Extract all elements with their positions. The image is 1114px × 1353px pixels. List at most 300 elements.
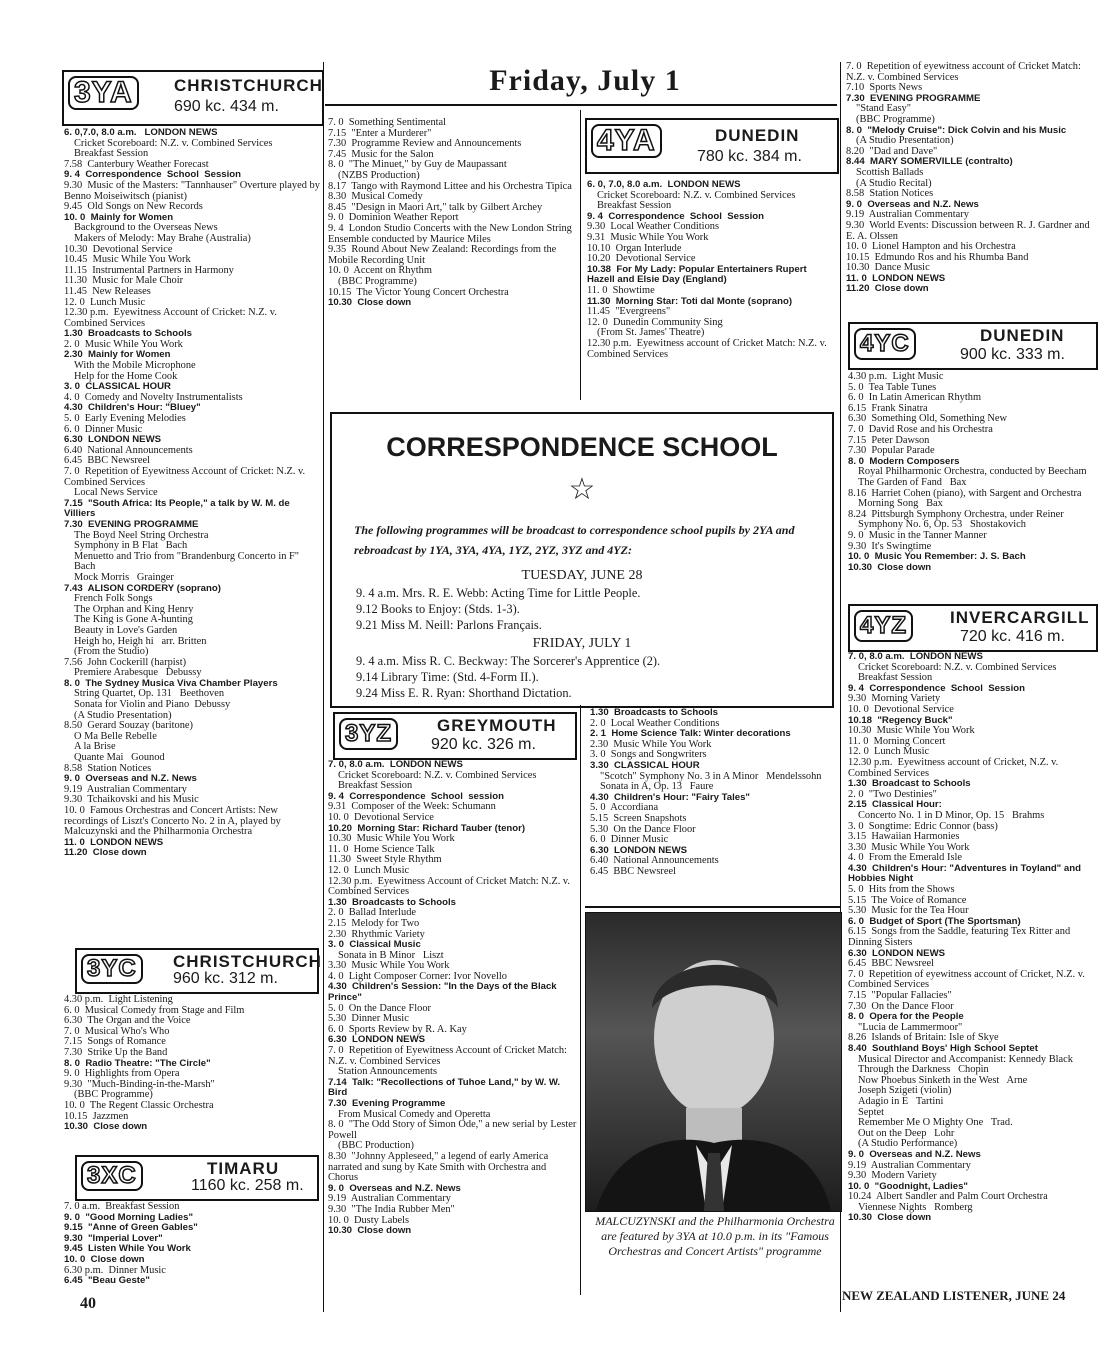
station-frequency: 690 kc. 434 m. bbox=[174, 98, 279, 115]
schedule-entry: (BBC Programme) bbox=[338, 275, 417, 287]
schedule-entry: Premiere Arabesque Debussy bbox=[74, 667, 202, 679]
schedule-entry: Mock Morris Grainger bbox=[74, 571, 174, 583]
schedule-entry: 7.30 Popular Parade bbox=[848, 445, 935, 457]
schedule-entry: 11.30 Music for Male Choir bbox=[64, 275, 184, 287]
station-city: DUNEDIN bbox=[980, 326, 1065, 345]
station-city: TIMARU bbox=[207, 1159, 280, 1178]
schedule-entry: 9.30 It's Swingtime bbox=[848, 540, 932, 552]
schedule-entry: 3.30 Music While You Work bbox=[328, 960, 450, 972]
station-callsign: 3YA bbox=[68, 76, 139, 110]
schedule-entry: 5.30 Dinner Music bbox=[328, 1013, 409, 1025]
schedule-entry: 10.30 Music While You Work bbox=[328, 833, 455, 845]
schedule-entry: 4.30 Children's Session: "In the Days of the Black Prince" bbox=[328, 981, 560, 1004]
schedule-entry: 4.30 Children's Hour: "Bluey" bbox=[64, 402, 201, 414]
schedule-entry: 10. 0 Famous Orchestras and Concert Artists: New recordings of Liszt's Concerto No. 2 in A, played by Malcuzynski and the Philharmonia Orchestra bbox=[64, 805, 284, 838]
schedule-entry: (From the Studio) bbox=[74, 646, 149, 658]
schedule-entry: 5. 0 On the Dance Floor bbox=[328, 1002, 432, 1014]
schedule-entry: 7.58 Canterbury Weather Forecast bbox=[64, 158, 209, 170]
schedule-entry: 6.30 LONDON NEWS bbox=[590, 844, 688, 856]
schedule-entry: The Orphan and King Henry bbox=[74, 603, 194, 615]
station-frequency: 900 kc. 333 m. bbox=[960, 346, 1065, 363]
schedule-entry: 10. 0 Close down bbox=[64, 1253, 145, 1265]
schedule-entry: 10.30 Music While You Work bbox=[848, 725, 975, 737]
schedule-entry: 10. 0 Dusty Labels bbox=[328, 1214, 410, 1226]
schedule-entry: 9.30 "Much-Binding-in-the-Marsh" bbox=[64, 1078, 215, 1090]
schedule-entry: 8.30 Musical Comedy bbox=[328, 191, 423, 203]
schedule-entry: Morning Song Bax bbox=[858, 498, 943, 510]
schedule-entry: 1.30 Broadcasts to Schools bbox=[328, 896, 456, 908]
schedule-entry: 3. 0 Classical Music bbox=[328, 939, 421, 951]
schedule-entry: 7.10 Sports News bbox=[846, 82, 923, 94]
schedule-entry: 2. 0 Local Weather Conditions bbox=[590, 717, 720, 729]
schedule-entry: 8. 0 Radio Theatre: "The Circle" bbox=[64, 1057, 211, 1069]
schedule-entry: 9. 0 Music in the Tanner Manner bbox=[848, 529, 987, 541]
correspondence-school-box bbox=[330, 412, 834, 708]
schedule-entry: 8.16 Harriet Cohen (piano), with Sargent and Orchestra bbox=[848, 487, 1082, 499]
station-callsign: 4YC bbox=[854, 328, 916, 360]
schedule-3yz bbox=[328, 760, 578, 1237]
schedule-entry: 8. 0 "The Minuet," by Guy de Maupassant bbox=[328, 159, 507, 171]
schedule-entry: 6.45 "Beau Geste" bbox=[64, 1275, 150, 1287]
schedule-entry: 10. 0 Mainly for Women bbox=[64, 211, 174, 223]
schedule-entry: Septet bbox=[858, 1106, 884, 1118]
station-callsign: 4YZ bbox=[854, 610, 913, 642]
schedule-entry: 10.20 Morning Star: Richard Tauber (tenor) bbox=[328, 822, 526, 834]
schedule-entry: 10.20 Devotional Service bbox=[587, 253, 696, 265]
schedule-entry: 10.15 The Victor Young Concert Orchestra bbox=[328, 286, 509, 298]
schedule-entry: 6.30 LONDON NEWS bbox=[848, 947, 946, 959]
schedule-entry: 4. 0 Light Composer Corner: Ivor Novello bbox=[328, 970, 507, 982]
schedule-entry: 8.26 Islands of Britain: Isle of Skye bbox=[848, 1032, 999, 1044]
schedule-entry: 10. 0 Lionel Hampton and his Orchestra bbox=[846, 241, 1016, 253]
schedule-entry: 2. 0 Ballad Interlude bbox=[328, 907, 417, 919]
schedule-entry: 2. 1 Home Science Talk: Winter decorations bbox=[590, 728, 791, 740]
schedule-entry: 11.20 Close down bbox=[846, 283, 929, 295]
schedule-entry: The Boyd Neel String Orchestra bbox=[74, 529, 209, 541]
schedule-3yz-afternoon bbox=[590, 708, 838, 878]
schedule-entry: 12.30 p.m. Eyewitness Account of Cricket: N.Z. v. Combined Services bbox=[64, 307, 280, 329]
schedule-entry: Breakfast Session bbox=[74, 148, 149, 160]
station-frequency: 780 kc. 384 m. bbox=[697, 148, 802, 165]
schedule-entry: 10.30 Dance Music bbox=[846, 262, 930, 274]
schedule-entry: 9.30 Morning Variety bbox=[848, 693, 941, 705]
schedule-entry: Heigh ho, Heigh hi arr. Britten bbox=[74, 635, 207, 647]
schedule-entry: Breakfast Session bbox=[597, 200, 672, 212]
schedule-entry: String Quartet, Op. 131 Beethoven bbox=[74, 688, 225, 700]
schedule-entry: 9. 4 Correspondence School Session bbox=[848, 682, 1026, 694]
correspondence-day: TUESDAY, JUNE 28 bbox=[521, 568, 643, 583]
schedule-entry: 8. 0 "The Odd Story of Simon Ode," a new serial by Lester Powell bbox=[328, 1119, 579, 1141]
schedule-entry: Musical Director and Accompanist: Kennedy Black bbox=[858, 1053, 1073, 1065]
schedule-entry: 9.35 Round About New Zealand: Recordings from the Mobile Recording Unit bbox=[328, 244, 559, 266]
schedule-entry: 3.15 Hawaiian Harmonies bbox=[848, 831, 960, 843]
schedule-entry: 9.31 Composer of the Week: Schumann bbox=[328, 801, 496, 813]
schedule-4yc bbox=[848, 372, 1096, 573]
schedule-entry: 6.45 BBC Newsreel bbox=[64, 455, 151, 467]
schedule-entry: Adagio in E Tartini bbox=[858, 1095, 944, 1107]
page-footer: NEW ZEALAND LISTENER, JUNE 24 bbox=[842, 1288, 1066, 1303]
schedule-entry: The King is Gone A-hunting bbox=[74, 614, 193, 626]
schedule-entry: 9. 0 "Good Morning Ladies" bbox=[64, 1211, 194, 1223]
schedule-entry: 7.30 On the Dance Floor bbox=[848, 1000, 954, 1012]
schedule-entry: 6. 0 In Latin American Rhythm bbox=[848, 392, 982, 404]
schedule-entry: 10.15 Edmundo Ros and his Rhumba Band bbox=[846, 251, 1029, 263]
photo-rule bbox=[585, 906, 840, 908]
schedule-entry: 8. 0 Opera for the People bbox=[848, 1011, 964, 1023]
schedule-entry: 9.19 Australian Commentary bbox=[846, 209, 969, 221]
schedule-entry: 8.24 Pittsburgh Symphony Orchestra, under Reiner bbox=[848, 508, 1064, 520]
schedule-entry: 10.38 For My Lady: Popular Entertainers Rupert Hazell and Elsie Day (England) bbox=[587, 263, 810, 286]
schedule-entry: 7. 0 David Rose and his Orchestra bbox=[848, 423, 993, 435]
schedule-entry: 6.30 LONDON NEWS bbox=[64, 434, 162, 446]
schedule-entry: 5.30 Music for the Tea Hour bbox=[848, 905, 969, 917]
schedule-entry: 8. 0 Modern Composers bbox=[848, 455, 960, 467]
schedule-entry: "Lucia de Lammermoor" bbox=[858, 1021, 963, 1033]
schedule-entry: 8. 0 The Sydney Musica Viva Chamber Players bbox=[64, 677, 278, 689]
station-callsign: 3YC bbox=[81, 954, 143, 984]
schedule-entry: 3.30 CLASSICAL HOUR bbox=[590, 759, 700, 771]
correspondence-item: 9. 4 a.m. Mrs. R. E. Webb: Acting Time for Little People. bbox=[356, 586, 641, 600]
schedule-entry: The Garden of Fand Bax bbox=[858, 476, 967, 488]
schedule-entry: 11.45 New Releases bbox=[64, 285, 151, 297]
station-city: INVERCARGILL bbox=[950, 608, 1090, 627]
schedule-entry: Sonata for Violin and Piano Debussy bbox=[74, 699, 231, 711]
schedule-entry: 7.30 EVENING PROGRAMME bbox=[64, 518, 199, 530]
schedule-entry: 10.30 Close down bbox=[848, 561, 932, 573]
schedule-entry: 6.15 Songs from the Saddle, featuring Tex Ritter and Dinning Sisters bbox=[848, 926, 1073, 949]
schedule-entry: 5. 0 Tea Table Tunes bbox=[848, 381, 937, 393]
schedule-entry: 2.30 Mainly for Women bbox=[64, 349, 171, 361]
schedule-entry: Viennese Nights Romberg bbox=[858, 1201, 973, 1213]
schedule-entry: 8.17 Tango with Raymond Littee and his Orchestra Tipica bbox=[328, 180, 572, 192]
schedule-entry: 10.30 Close down bbox=[848, 1212, 932, 1224]
schedule-entry: 11. 0 LONDON NEWS bbox=[64, 836, 164, 848]
correspondence-item: 9.12 Books to Enjoy: (Stds. 1-3). bbox=[356, 602, 520, 616]
schedule-entry: 7. 0 Repetition of eyewitness account of Cricket, N.Z. v. Combined Services bbox=[848, 968, 1088, 991]
schedule-entry: 9. 4 Correspondence School Session bbox=[64, 169, 242, 181]
schedule-entry: 10.18 "Regency Buck" bbox=[848, 714, 953, 726]
schedule-entry: 6. 0 Dinner Music bbox=[64, 423, 143, 435]
schedule-entry: Quante Mai Gounod bbox=[74, 752, 165, 764]
schedule-entry: 11.30 Sweet Style Rhythm bbox=[328, 854, 442, 866]
schedule-entry: 3. 0 Songtime: Edric Connor (bass) bbox=[848, 820, 998, 832]
schedule-entry: 7.30 EVENING PROGRAMME bbox=[846, 92, 981, 104]
correspondence-intro: The following programmes will be broadcast to correspondence school pupils by 2YA and rebroadcast by 1YA, 3YA, 4YA, 1YZ, 2YZ, 3YZ and 4YZ: bbox=[354, 523, 795, 557]
correspondence-day: FRIDAY, JULY 1 bbox=[532, 636, 632, 651]
schedule-entry: Breakfast Session bbox=[338, 780, 413, 792]
schedule-entry: Cricket Scoreboard: N.Z. v. Combined Services bbox=[858, 661, 1057, 673]
correspondence-item: 9.14 Library Time: (Std. 4-Form II.). bbox=[356, 670, 539, 684]
schedule-entry: 7.14 Talk: "Recollections of Tuhoe Land," by W. W. Bird bbox=[328, 1076, 563, 1099]
schedule-entry: Royal Philharmonic Orchestra, conducted by Beecham bbox=[858, 466, 1087, 478]
station-frequency: 920 kc. 326 m. bbox=[431, 736, 536, 753]
schedule-entry: 7. 0, 8.0 a.m. LONDON NEWS bbox=[328, 759, 463, 770]
schedule-entry: 8.20 "Dad and Dave" bbox=[846, 145, 938, 157]
station-city: CHRISTCHURCH bbox=[174, 76, 323, 95]
schedule-entry: 9.30 "The India Rubber Men" bbox=[328, 1203, 455, 1215]
schedule-entry: With the Mobile Microphone bbox=[74, 360, 196, 372]
schedule-entry: 2.15 Melody for Two bbox=[328, 917, 420, 929]
schedule-entry: 6. 0 Sports Review by R. A. Kay bbox=[328, 1023, 467, 1035]
page-number: 40 bbox=[80, 1295, 96, 1312]
schedule-entry: 10.30 Close down bbox=[328, 1225, 412, 1237]
schedule-entry: (NZBS Production) bbox=[338, 169, 420, 181]
schedule-entry: 10.30 Close down bbox=[64, 1121, 148, 1133]
schedule-entry: 6.15 Frank Sinatra bbox=[848, 402, 928, 414]
schedule-entry: 11. 0 Showtime bbox=[587, 284, 655, 296]
schedule-entry: Background to the Overseas News bbox=[74, 222, 218, 234]
schedule-entry: 7. 0 Repetition of eyewitness account of Cricket Match: N.Z. v. Combined Services bbox=[846, 61, 1084, 83]
schedule-entry: (A Studio Presentation) bbox=[856, 135, 954, 147]
schedule-entry: 6.40 National Announcements bbox=[64, 444, 193, 456]
schedule-entry: 11.45 "Evergreens" bbox=[587, 306, 671, 318]
schedule-entry: From Musical Comedy and Operetta bbox=[338, 1108, 491, 1120]
schedule-entry: 8.44 MARY SOMERVILLE (contralto) bbox=[846, 156, 1013, 168]
schedule-entry: 8.30 "Johnny Appleseed," a legend of early America narrated and sung by Kate Smith with Orchestra and Chorus bbox=[328, 1150, 551, 1184]
schedule-entry: (BBC Production) bbox=[338, 1140, 414, 1152]
schedule-entry: Makers of Melody: May Brahe (Australia) bbox=[74, 232, 251, 244]
schedule-3ya bbox=[64, 127, 323, 859]
schedule-4ya-evening bbox=[846, 62, 1096, 295]
schedule-entry: Beauty in Love's Garden bbox=[74, 624, 178, 636]
schedule-entry: (A Studio Performance) bbox=[858, 1138, 958, 1150]
station-frequency: 720 kc. 416 m. bbox=[960, 628, 1065, 645]
schedule-entry: 5. 0 Hits from the Shows bbox=[848, 884, 955, 896]
schedule-entry: Sonata in B Minor Liszt bbox=[338, 949, 444, 961]
schedule-entry: 6. 0, 7.0, 8.0 a.m. LONDON NEWS bbox=[587, 179, 741, 190]
station-city: GREYMOUTH bbox=[437, 716, 557, 735]
schedule-entry: 3. 0 Songs and Songwriters bbox=[590, 749, 707, 761]
station-callsign: 3XC bbox=[81, 1161, 143, 1191]
schedule-entry: 1.30 Broadcasts to Schools bbox=[590, 707, 718, 718]
column-divider bbox=[580, 110, 581, 400]
schedule-entry: Concerto No. 1 in D Minor, Op. 15 Brahms bbox=[858, 809, 1045, 821]
schedule-entry: 8. 0 "Melody Cruise": Dick Colvin and his Music bbox=[846, 124, 1067, 136]
schedule-entry: 7.56 John Cockerill (harpist) bbox=[64, 656, 187, 668]
schedule-entry: Symphony No. 6, Op. 53 Shostakovich bbox=[858, 519, 1026, 531]
schedule-entry: 6.45 BBC Newsreel bbox=[848, 958, 935, 970]
schedule-entry: 10.45 Music While You Work bbox=[64, 254, 191, 266]
schedule-entry: 9. 4 London Studio Concerts with the New London String Ensemble conducted by Maurice Miles bbox=[328, 222, 575, 245]
station-header-4ya bbox=[585, 118, 839, 174]
station-city: DUNEDIN bbox=[715, 126, 800, 145]
schedule-entry: 12.30 p.m. Eyewitness Account of Cricket Match: N.Z. v. Combined Services bbox=[328, 875, 573, 898]
schedule-entry: Cricket Scoreboard: N.Z. v. Combined Services bbox=[338, 769, 537, 781]
station-header-3xc bbox=[75, 1155, 319, 1201]
station-frequency: 960 kc. 312 m. bbox=[173, 970, 278, 987]
schedule-entry: 7.15 Songs of Romance bbox=[64, 1036, 166, 1048]
schedule-entry: 9.45 Old Songs on New Records bbox=[64, 201, 203, 213]
schedule-entry: 9. 0 Highlights from Opera bbox=[64, 1068, 180, 1080]
schedule-entry: Remember Me O Mighty One Trad. bbox=[858, 1117, 1013, 1129]
schedule-entry: 4. 0 From the Emerald Isle bbox=[848, 852, 962, 864]
schedule-entry: 7. 0 Something Sentimental bbox=[328, 117, 447, 128]
station-city: CHRISTCHURCH bbox=[173, 952, 322, 971]
station-header-3yz bbox=[333, 712, 577, 760]
schedule-entry: 5.30 On the Dance Floor bbox=[590, 823, 696, 835]
schedule-entry: 10.24 Albert Sandler and Palm Court Orchestra bbox=[848, 1191, 1048, 1203]
correspondence-item: 9. 4 a.m. Miss R. C. Beckway: The Sorcerer's Apprentice (2). bbox=[356, 654, 661, 668]
star-icon: ☆ bbox=[568, 473, 596, 506]
schedule-entry: 2. 0 "Two Destinies" bbox=[848, 788, 937, 800]
schedule-entry: 12.30 p.m. Eyewitness account of Cricket Match: N.Z. v. Combined Services bbox=[587, 337, 830, 360]
schedule-entry: 7.45 Music for the Salon bbox=[328, 148, 434, 160]
schedule-entry: 7.15 Peter Dawson bbox=[848, 434, 930, 446]
schedule-entry: 9. 0 Overseas and N.Z. News bbox=[848, 1148, 981, 1160]
schedule-entry: 7. 0 Repetition of Eyewitness Account of Cricket: N.Z. v. Combined Services bbox=[64, 466, 308, 488]
station-header-4yz bbox=[848, 604, 1098, 652]
schedule-entry: 9.30 "Imperial Lover" bbox=[64, 1232, 163, 1244]
schedule-entry: 9.30 Music of the Masters: "Tannhauser" Overture played by Benno Moiseiwitsch (pianist) bbox=[64, 179, 323, 202]
schedule-entry: 6.30 The Organ and the Voice bbox=[64, 1015, 191, 1027]
schedule-entry: 12. 0 Dunedin Community Sing bbox=[587, 316, 723, 328]
schedule-entry: (BBC Programme) bbox=[856, 113, 935, 125]
schedule-entry: 7.30 Evening Programme bbox=[328, 1098, 446, 1109]
schedule-entry: Symphony in B Flat Bach bbox=[74, 540, 188, 552]
schedule-entry: 6. 0 Dinner Music bbox=[590, 834, 669, 846]
schedule-entry: 10. 0 "Goodnight, Ladies" bbox=[848, 1180, 968, 1192]
schedule-entry: 5. 0 Accordiana bbox=[590, 802, 659, 814]
schedule-entry: 10. 0 Devotional Service bbox=[328, 811, 434, 823]
schedule-3yc bbox=[64, 995, 320, 1133]
schedule-entry: 4. 0 Comedy and Novelty Instrumentalists bbox=[64, 391, 243, 403]
schedule-entry: 7.43 ALISON CORDERY (soprano) bbox=[64, 582, 221, 594]
schedule-entry: (A Studio Presentation) bbox=[74, 709, 172, 721]
schedule-entry: 12. 0 Lunch Music bbox=[328, 864, 410, 876]
schedule-entry: 6. 0 Budget of Sport (The Sportsman) bbox=[848, 915, 1021, 927]
schedule-entry: 8.58 Station Notices bbox=[64, 762, 152, 774]
station-callsign: 3YZ bbox=[339, 718, 398, 750]
schedule-entry: Through the Darkness Chopin bbox=[858, 1064, 989, 1076]
schedule-entry: 10. 0 Music You Remember: J. S. Bach bbox=[848, 551, 1026, 563]
schedule-entry: 10. 0 The Regent Classic Orchestra bbox=[64, 1099, 214, 1111]
schedule-entry: Cricket Scoreboard: N.Z. v. Combined Services bbox=[74, 137, 273, 149]
schedule-entry: 9.30 World Events: Discussion between R. J. Gardner and E. A. Olssen bbox=[846, 219, 1093, 242]
schedule-entry: 2.15 Classical Hour: bbox=[848, 799, 942, 811]
schedule-entry: 1.30 Broadcasts to Schools bbox=[64, 328, 192, 340]
schedule-entry: 9. 0 Overseas and N.Z. News bbox=[64, 773, 197, 785]
page-title: Friday, July 1 bbox=[489, 64, 681, 97]
schedule-3xc bbox=[64, 1202, 320, 1287]
schedule-entry: 10.15 Jazzmen bbox=[64, 1110, 129, 1122]
schedule-entry: 5.15 Screen Snapshots bbox=[590, 812, 687, 824]
schedule-entry: 2.30 Rhythmic Variety bbox=[328, 928, 425, 940]
schedule-entry: 5. 0 Early Evening Melodies bbox=[64, 413, 186, 425]
schedule-entry: 7.30 Strike Up the Band bbox=[64, 1046, 168, 1058]
correspondence-heading: CORRESPONDENCE SCHOOL bbox=[386, 432, 778, 462]
schedule-entry: 6.30 p.m. Dinner Music bbox=[64, 1264, 166, 1276]
photo-caption: MALCUZYNSKI and the Philharmonia Orchestra are featured by 3YA at 10.0 p.m. in its "Famous Orchestras and Concert Artists" programme bbox=[595, 1214, 835, 1258]
schedule-entry: 9.19 Australian Commentary bbox=[64, 783, 187, 795]
schedule-entry: Sonata in A, Op. 13 Faure bbox=[600, 781, 714, 793]
schedule-entry: 11. 0 LONDON NEWS bbox=[846, 272, 946, 284]
schedule-entry: Scottish Ballads bbox=[856, 166, 924, 178]
schedule-entry: 2. 0 Music While You Work bbox=[64, 338, 183, 350]
schedule-entry: 6.30 LONDON NEWS bbox=[328, 1034, 426, 1046]
schedule-entry: 11.15 Instrumental Partners in Harmony bbox=[64, 264, 234, 276]
schedule-entry: 6.30 Something Old, Something New bbox=[848, 413, 1008, 425]
schedule-entry: 9. 0 Overseas and N.Z. News bbox=[846, 198, 979, 210]
station-header-3ya bbox=[62, 70, 324, 126]
schedule-entry: 11.20 Close down bbox=[64, 847, 147, 859]
schedule-entry: 9.30 Tchaikovski and his Music bbox=[64, 794, 199, 806]
schedule-entry: 2.30 Music While You Work bbox=[590, 738, 712, 750]
schedule-entry: 9. 4 Correspondence School session bbox=[328, 790, 504, 802]
schedule-entry: 12.30 p.m. Eyewitness account of Cricket, N.Z. v. Combined Services bbox=[848, 756, 1061, 779]
schedule-entry: 11. 0 Home Science Talk bbox=[328, 843, 435, 855]
schedule-entry: 7.30 Programme Review and Announcements bbox=[328, 138, 522, 150]
schedule-entry: 4.30 Children's Hour: "Adventures in Toyland" and Hobbies Night bbox=[848, 862, 1084, 885]
schedule-entry: 3. 0 CLASSICAL HOUR bbox=[64, 381, 171, 393]
schedule-entry: 5.15 The Voice of Romance bbox=[848, 894, 967, 906]
schedule-entry: "Scotch" Symphony No. 3 in A Minor Mendelssohn bbox=[600, 770, 822, 782]
schedule-entry: 10. 0 Devotional Service bbox=[848, 703, 954, 715]
schedule-entry: 12. 0 Lunch Music bbox=[64, 296, 146, 308]
schedule-entry: A la Brise bbox=[74, 741, 116, 753]
station-header-4yc bbox=[848, 322, 1098, 370]
schedule-entry: French Folk Songs bbox=[74, 593, 153, 605]
schedule-entry: 10.10 Organ Interlude bbox=[587, 242, 682, 254]
correspondence-item: 9.24 Miss E. R. Ryan: Shorthand Dictation. bbox=[356, 686, 572, 700]
schedule-entry: 12. 0 Lunch Music bbox=[848, 746, 930, 758]
schedule-entry: 9.15 "Anne of Green Gables" bbox=[64, 1222, 198, 1234]
schedule-entry: 10.30 Devotional Service bbox=[64, 243, 173, 255]
schedule-entry: 10. 0 Accent on Rhythm bbox=[328, 265, 432, 277]
schedule-entry: 9.30 Modern Variety bbox=[848, 1170, 937, 1182]
schedule-entry: 6.45 BBC Newsreel bbox=[590, 865, 677, 877]
schedule-entry: 8.45 "Design in Maori Art," talk by Gilbert Archey bbox=[328, 201, 543, 213]
portrait-photo bbox=[585, 912, 842, 1212]
schedule-entry: 7.15 "South Africa: Its People," a talk by W. M. de Villiers bbox=[64, 497, 293, 520]
schedule-entry: 9.30 Local Weather Conditions bbox=[587, 221, 720, 233]
schedule-entry: 8.50 Gerard Souzay (baritone) bbox=[64, 720, 193, 732]
schedule-entry: 10.30 Close down bbox=[328, 297, 412, 309]
schedule-entry: O Ma Belle Rebelle bbox=[74, 730, 157, 742]
schedule-entry: 11. 0 Morning Concert bbox=[848, 735, 946, 747]
schedule-entry: Now Phoebus Sinketh in the West Arne bbox=[858, 1074, 1028, 1086]
schedule-entry: (A Studio Recital) bbox=[856, 177, 932, 189]
schedule-entry: 4.30 p.m. Light Music bbox=[848, 371, 944, 382]
schedule-entry: "Stand Easy" bbox=[856, 103, 911, 115]
schedule-entry: 6. 0,7.0, 8.0 a.m. LONDON NEWS bbox=[64, 127, 218, 138]
schedule-entry: 9. 4 Correspondence School Session bbox=[587, 210, 765, 222]
schedule-entry: 9.45 Listen While You Work bbox=[64, 1243, 191, 1255]
schedule-entry: 9.19 Australian Commentary bbox=[848, 1159, 971, 1171]
schedule-entry: Breakfast Session bbox=[858, 672, 933, 684]
schedule-entry: 8.58 Station Notices bbox=[846, 188, 934, 200]
schedule-entry: 7. 0, 8.0 a.m. LONDON NEWS bbox=[848, 651, 983, 662]
schedule-entry: Out on the Deep Lohr bbox=[858, 1127, 955, 1139]
schedule-entry: 7.15 "Enter a Murderer" bbox=[328, 127, 432, 139]
schedule-entry: (BBC Programme) bbox=[74, 1089, 153, 1101]
schedule-entry: (From St. James' Theatre) bbox=[597, 327, 705, 339]
schedule-4yz bbox=[848, 652, 1096, 1224]
schedule-entry: 4.30 Children's Hour: "Fairy Tales" bbox=[590, 791, 750, 803]
schedule-entry: 7.15 "Popular Fallacies" bbox=[848, 990, 952, 1001]
schedule-entry: 9.19 Australian Commentary bbox=[328, 1193, 451, 1205]
column-divider bbox=[323, 62, 324, 1312]
schedule-entry: 6.40 National Announcements bbox=[590, 855, 719, 867]
schedule-entry: 9. 0 Dominion Weather Report bbox=[328, 212, 459, 224]
schedule-4ya bbox=[587, 180, 837, 360]
schedule-3ya-evening bbox=[328, 118, 576, 309]
title-rule bbox=[325, 104, 837, 106]
schedule-entry: 6. 0 Musical Comedy from Stage and Film bbox=[64, 1004, 245, 1016]
station-callsign: 4YA bbox=[591, 124, 662, 158]
station-header-3yc bbox=[75, 948, 322, 994]
schedule-entry: 7. 0 Musical Who's Who bbox=[64, 1025, 170, 1037]
schedule-entry: 1.30 Broadcast to Schools bbox=[848, 778, 971, 790]
